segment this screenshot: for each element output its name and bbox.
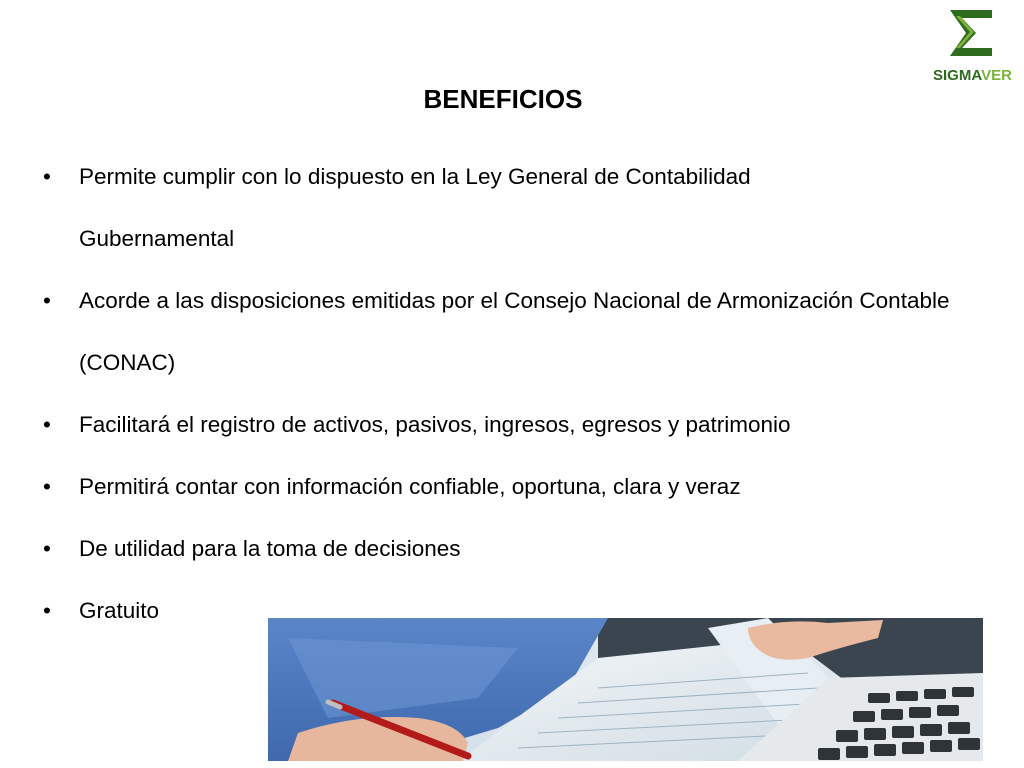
list-item-text: Acorde a las disposiciones emitidas por el Consejo Nacional de Armonización Contable (CONAC) xyxy=(79,288,950,375)
bullet-icon: • xyxy=(43,288,51,313)
slide-title: BENEFICIOS xyxy=(423,84,583,114)
logo-text: SIGMAVER xyxy=(933,67,1012,84)
list-item-text: Facilitará el registro de activos, pasivos, ingresos, egresos y patrimonio xyxy=(79,412,791,437)
list-item-text: Permite cumplir con lo dispuesto en la Ley General de Contabilidad Gubernamental xyxy=(79,164,751,251)
accounting-photo xyxy=(268,618,983,761)
bullet-icon: • xyxy=(43,598,51,623)
list-item xyxy=(0,146,869,270)
sigmaver-logo xyxy=(930,8,1024,84)
bullet-icon: • xyxy=(43,164,51,189)
bullet-icon: • xyxy=(43,536,51,561)
benefits-list xyxy=(0,146,1000,642)
list-item-text: Permitirá contar con información confiable, oportuna, clara y veraz xyxy=(79,474,741,499)
bullet-icon: • xyxy=(43,412,51,437)
bullet-icon: • xyxy=(43,474,51,499)
photo-illustration xyxy=(268,618,983,761)
list-item xyxy=(0,394,979,456)
list-item xyxy=(0,518,979,580)
list-item xyxy=(0,456,979,518)
list-item-text: De utilidad para la toma de decisiones xyxy=(79,536,461,561)
list-item-text: Gratuito xyxy=(79,598,160,623)
list-item xyxy=(0,270,979,394)
sigma-logo-icon xyxy=(948,8,994,58)
